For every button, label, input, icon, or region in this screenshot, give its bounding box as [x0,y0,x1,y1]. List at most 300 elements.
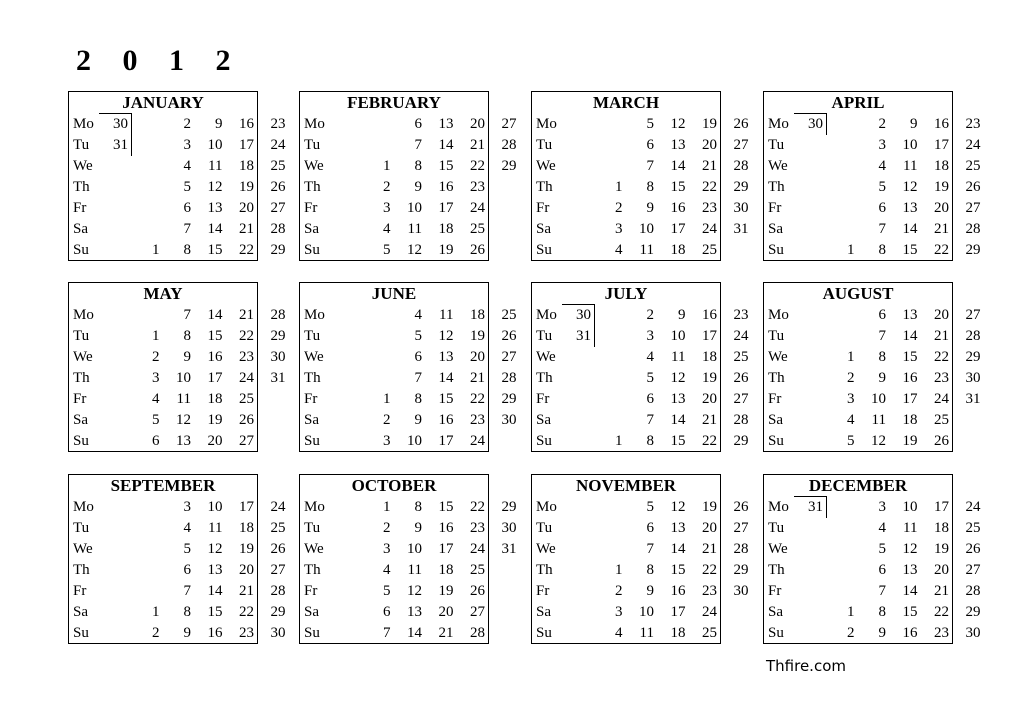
day-cell: 22 [239,328,254,344]
day-cell: 13 [176,433,191,449]
weekday-label: Su [73,625,89,641]
weekday-label: Tu [73,137,90,153]
month-august [763,282,981,452]
day-cell: 21 [934,583,949,599]
day-cell: 29 [270,242,286,258]
day-cell: 20 [239,562,254,578]
day-cell: 24 [702,221,717,237]
day-cell: 11 [407,221,422,237]
day-cell: 3 [615,221,623,237]
day-cell: 21 [438,625,454,641]
day-cell: 1 [383,499,391,515]
day-cell: 11 [671,349,686,365]
week-row-su [532,623,720,644]
day-cell: 8 [414,391,422,407]
week-row-su [69,240,286,261]
day-cell: 7 [646,158,654,174]
day-cell: 23 [270,116,286,132]
month-name: MARCH [592,93,660,112]
week-row-th [300,560,488,581]
day-cell: 16 [702,307,717,323]
week-row-sa [532,602,720,623]
day-cell: 4 [847,412,855,428]
week-row-su [300,431,488,452]
weekday-label: Tu [536,328,553,344]
day-cell: 24 [733,328,749,344]
weekday-label: Su [768,433,784,449]
day-cell: 10 [407,433,422,449]
day-cell: 29 [965,242,981,258]
day-cell: 25 [270,520,286,536]
day-cell: 30 [270,625,286,641]
weekday-label: Fr [73,391,87,407]
day-cell: 14 [902,221,918,237]
month-name: AUGUST [822,284,894,303]
day-cell: 2 [615,200,623,216]
day-cell: 18 [438,562,454,578]
weekday-label: Sa [768,221,783,237]
week-row-fr [764,389,981,410]
day-cell: 22 [470,158,485,174]
day-cell: 8 [878,242,886,258]
day-cell: 9 [414,179,422,195]
day-cell: 9 [878,625,886,641]
day-cell: 26 [470,583,485,599]
day-cell: 31 [270,370,286,386]
day-cell: 24 [965,499,981,515]
day-cell: 12 [670,499,686,515]
day-cell: 29 [965,349,981,365]
weekday-label: Mo [768,307,789,323]
day-cell: 18 [934,158,949,174]
day-cell: 17 [702,328,717,344]
week-row-tu [300,518,517,539]
day-cell: 2 [152,625,160,641]
day-cell: 19 [934,179,949,195]
day-cell: 19 [239,179,254,195]
week-row-tu [532,135,749,156]
week-row-tu [69,518,286,539]
week-row-th [764,177,981,198]
day-cell: 9 [646,200,654,216]
day-cell: 6 [646,137,654,153]
day-cell: 27 [239,433,254,449]
week-row-we [300,156,517,177]
weekday-label: We [304,158,324,174]
day-cell: 17 [670,604,686,620]
day-cell: 19 [934,541,949,557]
day-cell: 21 [934,221,949,237]
day-cell: 2 [847,625,855,641]
day-cell: 4 [383,562,391,578]
day-cell: 24 [470,200,485,216]
day-cell: 25 [702,625,717,641]
weekday-label: Su [73,242,89,258]
day-cell: 12 [207,541,223,557]
day-cell: 5 [383,242,391,258]
day-cell: 1 [847,349,855,365]
day-cell: 18 [902,412,918,428]
day-cell: 5 [383,583,391,599]
weekday-label: Tu [536,137,553,153]
day-cell: 11 [176,391,191,407]
day-cell: 6 [646,520,654,536]
week-row-tu [69,135,286,156]
day-cell: 15 [670,433,686,449]
week-row-fr [532,198,749,219]
weekday-label: Sa [73,221,88,237]
day-cell: 23 [965,116,981,132]
weekday-label: Sa [304,221,319,237]
day-cell: 29 [501,499,517,515]
week-row-th [764,368,981,389]
day-cell: 20 [934,562,949,578]
day-cell: 5 [878,179,886,195]
month-february [299,91,517,261]
day-cell: 1 [615,179,623,195]
week-row-tu [764,326,981,347]
day-cell: 2 [383,412,391,428]
prev-month-day: 30 [113,116,128,132]
day-cell: 18 [239,520,254,536]
day-cell: 6 [414,349,422,365]
month-name: JULY [604,284,648,303]
day-cell: 18 [670,625,686,641]
day-cell: 23 [733,307,749,323]
day-cell: 16 [438,412,454,428]
day-cell: 4 [414,307,422,323]
day-cell: 21 [239,221,254,237]
day-cell: 14 [438,370,454,386]
day-cell: 17 [902,391,918,407]
day-cell: 11 [639,242,654,258]
week-row-fr [532,581,749,602]
weekday-label: Mo [536,116,557,132]
weekday-label: Sa [73,412,88,428]
day-cell: 2 [646,307,654,323]
day-cell: 8 [646,433,654,449]
day-cell: 15 [438,158,454,174]
day-cell: 19 [438,583,454,599]
day-cell: 2 [847,370,855,386]
week-row-we [532,156,749,177]
day-cell: 15 [670,562,686,578]
day-cell: 7 [183,307,191,323]
day-cell: 11 [903,520,918,536]
week-row-sa [300,219,488,240]
weekday-label: Fr [536,583,550,599]
day-cell: 24 [239,370,254,386]
day-cell: 13 [902,200,918,216]
weekday-label: Th [768,562,785,578]
day-cell: 31 [733,221,749,237]
day-cell: 1 [847,604,855,620]
day-cell: 8 [414,158,422,174]
day-cell: 23 [239,625,254,641]
day-cell: 11 [639,625,654,641]
day-cell: 20 [702,137,717,153]
day-cell: 6 [152,433,160,449]
day-cell: 4 [615,242,623,258]
day-cell: 23 [239,349,254,365]
day-cell: 8 [878,349,886,365]
day-cell: 11 [407,562,422,578]
prev-month-day: 31 [576,328,591,344]
day-cell: 14 [902,583,918,599]
day-cell: 18 [470,307,485,323]
week-row-mo [69,497,286,518]
day-cell: 15 [670,179,686,195]
week-row-we [764,539,981,560]
day-cell: 19 [470,328,485,344]
day-cell: 26 [270,541,286,557]
day-cell: 28 [270,221,286,237]
day-cell: 27 [965,200,981,216]
week-row-fr [300,389,517,410]
week-row-sa [764,410,952,431]
day-cell: 12 [407,583,422,599]
day-cell: 24 [965,137,981,153]
week-row-th [532,560,749,581]
day-cell: 7 [183,583,191,599]
week-row-su [764,431,952,452]
weekday-label: Tu [768,520,785,536]
weekday-label: Su [768,242,784,258]
day-cell: 26 [239,412,254,428]
month-june [299,282,517,452]
day-cell: 18 [702,349,717,365]
weekday-label: We [536,541,556,557]
day-cell: 26 [733,499,749,515]
day-cell: 17 [438,541,454,557]
day-cell: 29 [270,604,286,620]
day-cell: 26 [470,242,485,258]
day-cell: 27 [733,391,749,407]
day-cell: 22 [702,562,717,578]
week-row-sa [300,602,488,623]
day-cell: 15 [902,349,918,365]
day-cell: 30 [501,412,517,428]
day-cell: 4 [152,391,160,407]
weekday-label: Mo [304,499,325,515]
day-cell: 3 [183,499,191,515]
weekday-label: We [304,541,324,557]
day-cell: 6 [878,562,886,578]
day-cell: 17 [239,499,254,515]
day-cell: 28 [965,328,981,344]
day-cell: 2 [878,116,886,132]
week-row-th [69,560,286,581]
day-cell: 28 [470,625,485,641]
month-december [763,474,981,644]
week-row-mo [300,114,517,135]
week-row-fr [300,198,488,219]
day-cell: 20 [470,116,485,132]
day-cell: 28 [965,221,981,237]
weekday-label: Tu [304,137,321,153]
day-cell: 14 [438,137,454,153]
day-cell: 27 [733,137,749,153]
day-cell: 3 [383,433,391,449]
day-cell: 29 [733,433,749,449]
month-november [531,474,749,644]
day-cell: 1 [152,242,160,258]
weekday-label: Fr [536,391,550,407]
weekday-label: Fr [304,391,318,407]
day-cell: 8 [183,328,191,344]
weekday-label: Mo [73,307,94,323]
week-row-we [764,347,981,368]
day-cell: 21 [702,412,717,428]
day-cell: 20 [934,200,949,216]
day-cell: 10 [176,370,191,386]
day-cell: 18 [207,391,223,407]
day-cell: 17 [239,137,254,153]
day-cell: 6 [383,604,391,620]
week-row-mo [69,305,286,326]
day-cell: 3 [383,200,391,216]
day-cell: 10 [407,200,422,216]
day-cell: 5 [646,499,654,515]
week-row-tu [764,135,981,156]
day-cell: 8 [878,604,886,620]
day-cell: 15 [207,242,223,258]
week-row-mo [532,305,749,326]
week-row-su [764,240,981,261]
week-row-tu [300,326,517,347]
day-cell: 17 [670,221,686,237]
day-cell: 7 [183,221,191,237]
day-cell: 1 [383,391,391,407]
day-cell: 19 [239,541,254,557]
day-cell: 27 [270,200,286,216]
day-cell: 4 [878,520,886,536]
prev-month-day: 30 [808,116,823,132]
day-cell: 9 [646,583,654,599]
day-cell: 10 [639,221,654,237]
week-row-mo [300,305,517,326]
week-row-th [300,368,517,389]
week-row-tu [300,135,517,156]
week-row-sa [764,602,981,623]
day-cell: 10 [902,137,918,153]
week-row-sa [532,410,749,431]
day-cell: 2 [383,520,391,536]
day-cell: 2 [383,179,391,195]
day-cell: 21 [702,158,717,174]
day-cell: 3 [383,541,391,557]
day-cell: 20 [438,604,454,620]
day-cell: 25 [934,412,949,428]
day-cell: 10 [207,137,223,153]
month-may [68,282,286,452]
day-cell: 13 [207,562,223,578]
day-cell: 4 [646,349,654,365]
day-cell: 7 [414,137,422,153]
day-cell: 17 [934,137,949,153]
day-cell: 16 [207,625,223,641]
day-cell: 28 [501,370,517,386]
day-cell: 30 [965,370,981,386]
day-cell: 19 [702,370,717,386]
day-cell: 19 [207,412,223,428]
day-cell: 5 [847,433,855,449]
day-cell: 10 [902,499,918,515]
day-cell: 27 [733,520,749,536]
day-cell: 24 [934,391,949,407]
week-row-mo [764,114,981,135]
day-cell: 3 [847,391,855,407]
day-cell: 16 [934,116,949,132]
day-cell: 29 [733,179,749,195]
weekday-label: Sa [73,604,88,620]
day-cell: 23 [934,625,949,641]
day-cell: 6 [414,116,422,132]
day-cell: 27 [965,562,981,578]
week-row-su [532,240,720,261]
day-cell: 26 [270,179,286,195]
day-cell: 3 [878,499,886,515]
day-cell: 13 [407,604,422,620]
weekday-label: Th [73,179,90,195]
week-row-tu [69,326,286,347]
weekday-label: Th [768,370,785,386]
day-cell: 5 [646,116,654,132]
day-cell: 7 [878,328,886,344]
day-cell: 10 [207,499,223,515]
day-cell: 29 [270,328,286,344]
week-row-sa [69,602,286,623]
month-name: DECEMBER [808,476,908,495]
day-cell: 2 [615,583,623,599]
day-cell: 5 [646,370,654,386]
day-cell: 5 [183,179,191,195]
weekday-label: Fr [768,583,782,599]
weekday-label: Tu [536,520,553,536]
day-cell: 4 [183,520,191,536]
weekday-label: Th [304,562,321,578]
day-cell: 11 [208,158,223,174]
day-cell: 15 [207,328,223,344]
week-row-we [300,539,517,560]
day-cell: 23 [470,520,485,536]
day-cell: 28 [733,541,749,557]
day-cell: 12 [407,242,422,258]
day-cell: 23 [702,200,717,216]
day-cell: 20 [702,520,717,536]
day-cell: 13 [670,520,686,536]
day-cell: 5 [183,541,191,557]
day-cell: 14 [670,158,686,174]
month-september [68,474,286,644]
day-cell: 29 [965,604,981,620]
week-row-we [532,347,749,368]
week-row-we [764,156,981,177]
day-cell: 25 [470,562,485,578]
day-cell: 17 [438,433,454,449]
day-cell: 8 [183,604,191,620]
week-row-mo [532,497,749,518]
day-cell: 31 [965,391,981,407]
week-row-sa [764,219,981,240]
day-cell: 7 [383,625,391,641]
month-name: FEBRUARY [347,93,441,112]
weekday-label: We [536,158,556,174]
day-cell: 17 [207,370,223,386]
weekday-label: Mo [536,499,557,515]
weekday-label: We [768,349,788,365]
day-cell: 12 [902,541,918,557]
